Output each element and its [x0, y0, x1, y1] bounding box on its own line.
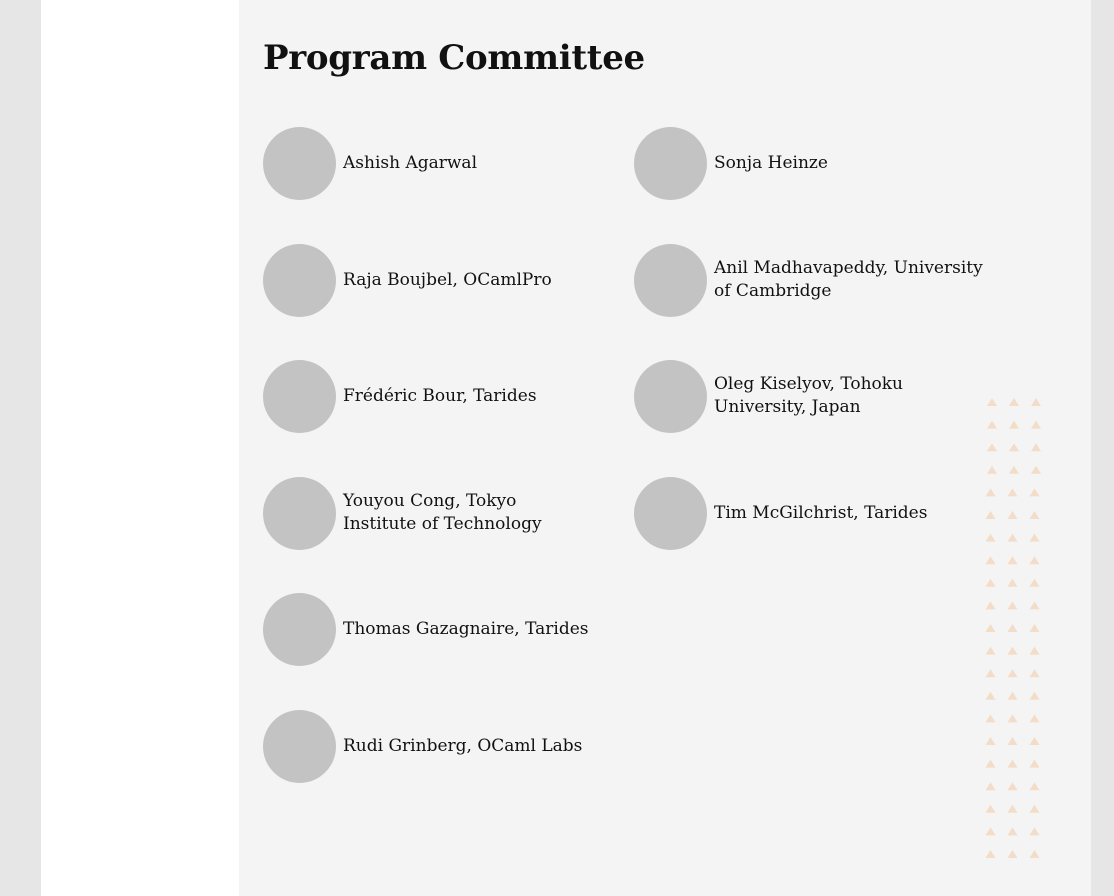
triangle-decoration: [986, 714, 996, 722]
triangle-decoration: [1009, 421, 1019, 429]
triangle-decoration: [987, 398, 997, 406]
member-name: Thomas Gazagnaire, Tarides: [343, 618, 589, 639]
triangle-decoration: [986, 782, 996, 790]
triangle-decoration: [986, 534, 996, 542]
triangle-decoration: [1009, 466, 1019, 474]
avatar: [634, 477, 707, 550]
triangle-decoration: [1008, 511, 1018, 519]
avatar: [263, 360, 336, 433]
triangle-decoration: [1031, 466, 1041, 474]
triangle-decoration: [1030, 488, 1040, 496]
triangle-pattern-decoration: [984, 395, 1044, 865]
committee-member: [263, 476, 623, 550]
triangle-decoration: [1030, 692, 1040, 700]
member-name: Tim McGilchrist, Tarides: [714, 502, 928, 523]
triangle-decoration: [986, 556, 996, 564]
avatar: [634, 244, 707, 317]
member-name: Youyou Cong, Tokyo Institute of Technology: [343, 491, 542, 534]
member-name: Rudi Grinberg, OCaml Labs: [343, 735, 583, 756]
triangle-decoration: [987, 421, 997, 429]
member-name: Oleg Kiselyov, Tohoku University, Japan: [714, 374, 904, 417]
triangle-decoration: [1009, 443, 1019, 451]
triangle-decoration: [1008, 737, 1018, 745]
triangle-decoration: [1008, 714, 1018, 722]
triangle-decoration: [1008, 692, 1018, 700]
member-name: Raja Boujbel, OCamlPro: [343, 269, 552, 290]
triangle-decoration: [1030, 669, 1040, 677]
triangle-decoration: [1030, 511, 1040, 519]
page: [41, 0, 1091, 896]
avatar: [263, 127, 336, 200]
triangle-decoration: [986, 669, 996, 677]
triangle-decoration: [1030, 760, 1040, 768]
committee-member: [263, 592, 623, 666]
committee-member: [634, 243, 994, 317]
triangle-decoration: [986, 827, 996, 835]
committee-member: [634, 126, 994, 200]
committee-member: [263, 709, 623, 783]
triangle-decoration: [987, 466, 997, 474]
triangle-decoration: [1008, 760, 1018, 768]
triangle-decoration: [1030, 579, 1040, 587]
triangle-decoration: [986, 647, 996, 655]
avatar: [634, 360, 707, 433]
section-title: Program Committee: [263, 38, 645, 78]
triangle-decoration: [986, 692, 996, 700]
triangle-decoration: [1008, 647, 1018, 655]
triangle-decoration: [986, 624, 996, 632]
triangle-decoration: [1030, 647, 1040, 655]
avatar: [263, 477, 336, 550]
triangle-decoration: [1008, 579, 1018, 587]
triangle-decoration: [1008, 805, 1018, 813]
committee-member: [263, 243, 623, 317]
avatar: [263, 593, 336, 666]
triangle-decoration: [1030, 850, 1040, 858]
triangle-decoration: [1008, 601, 1018, 609]
triangle-decoration: [1030, 714, 1040, 722]
avatar: [634, 127, 707, 200]
triangle-decoration: [1008, 488, 1018, 496]
triangle-decoration: [1008, 669, 1018, 677]
triangle-decoration: [986, 511, 996, 519]
triangle-decoration: [986, 737, 996, 745]
member-name: Sonja Heinze: [714, 152, 828, 173]
member-name: Frédéric Bour, Tarides: [343, 385, 537, 406]
committee-member: [263, 359, 623, 433]
triangle-decoration: [986, 760, 996, 768]
triangle-decoration: [1030, 601, 1040, 609]
member-name: Ashish Agarwal: [343, 152, 478, 173]
committee-member: [263, 126, 623, 200]
program-committee-section: [239, 0, 1091, 896]
triangle-decoration: [1008, 782, 1018, 790]
triangle-decoration: [986, 805, 996, 813]
triangle-decoration: [987, 443, 997, 451]
committee-member: [634, 476, 994, 550]
triangle-decoration: [986, 579, 996, 587]
triangle-decoration: [1031, 398, 1041, 406]
triangle-decoration: [1008, 850, 1018, 858]
triangle-decoration: [1008, 556, 1018, 564]
triangle-decoration: [1030, 827, 1040, 835]
triangle-decoration: [1031, 443, 1041, 451]
triangle-decoration: [1030, 534, 1040, 542]
triangle-decoration: [1009, 398, 1019, 406]
triangle-decoration: [986, 850, 996, 858]
triangle-decoration: [1030, 556, 1040, 564]
member-name: Anil Madhavapeddy, University of Cambridge: [714, 258, 983, 301]
triangle-decoration: [1008, 827, 1018, 835]
triangle-decoration: [1030, 805, 1040, 813]
triangle-decoration: [1030, 737, 1040, 745]
triangle-decoration: [986, 601, 996, 609]
triangle-decoration: [1030, 624, 1040, 632]
triangle-decoration: [1008, 534, 1018, 542]
triangle-decoration: [1008, 624, 1018, 632]
triangle-decoration: [1030, 782, 1040, 790]
avatar: [263, 710, 336, 783]
triangle-decoration: [986, 488, 996, 496]
avatar: [263, 244, 336, 317]
committee-member: [634, 359, 994, 433]
triangle-decoration: [1031, 421, 1041, 429]
sidebar: [41, 0, 239, 896]
